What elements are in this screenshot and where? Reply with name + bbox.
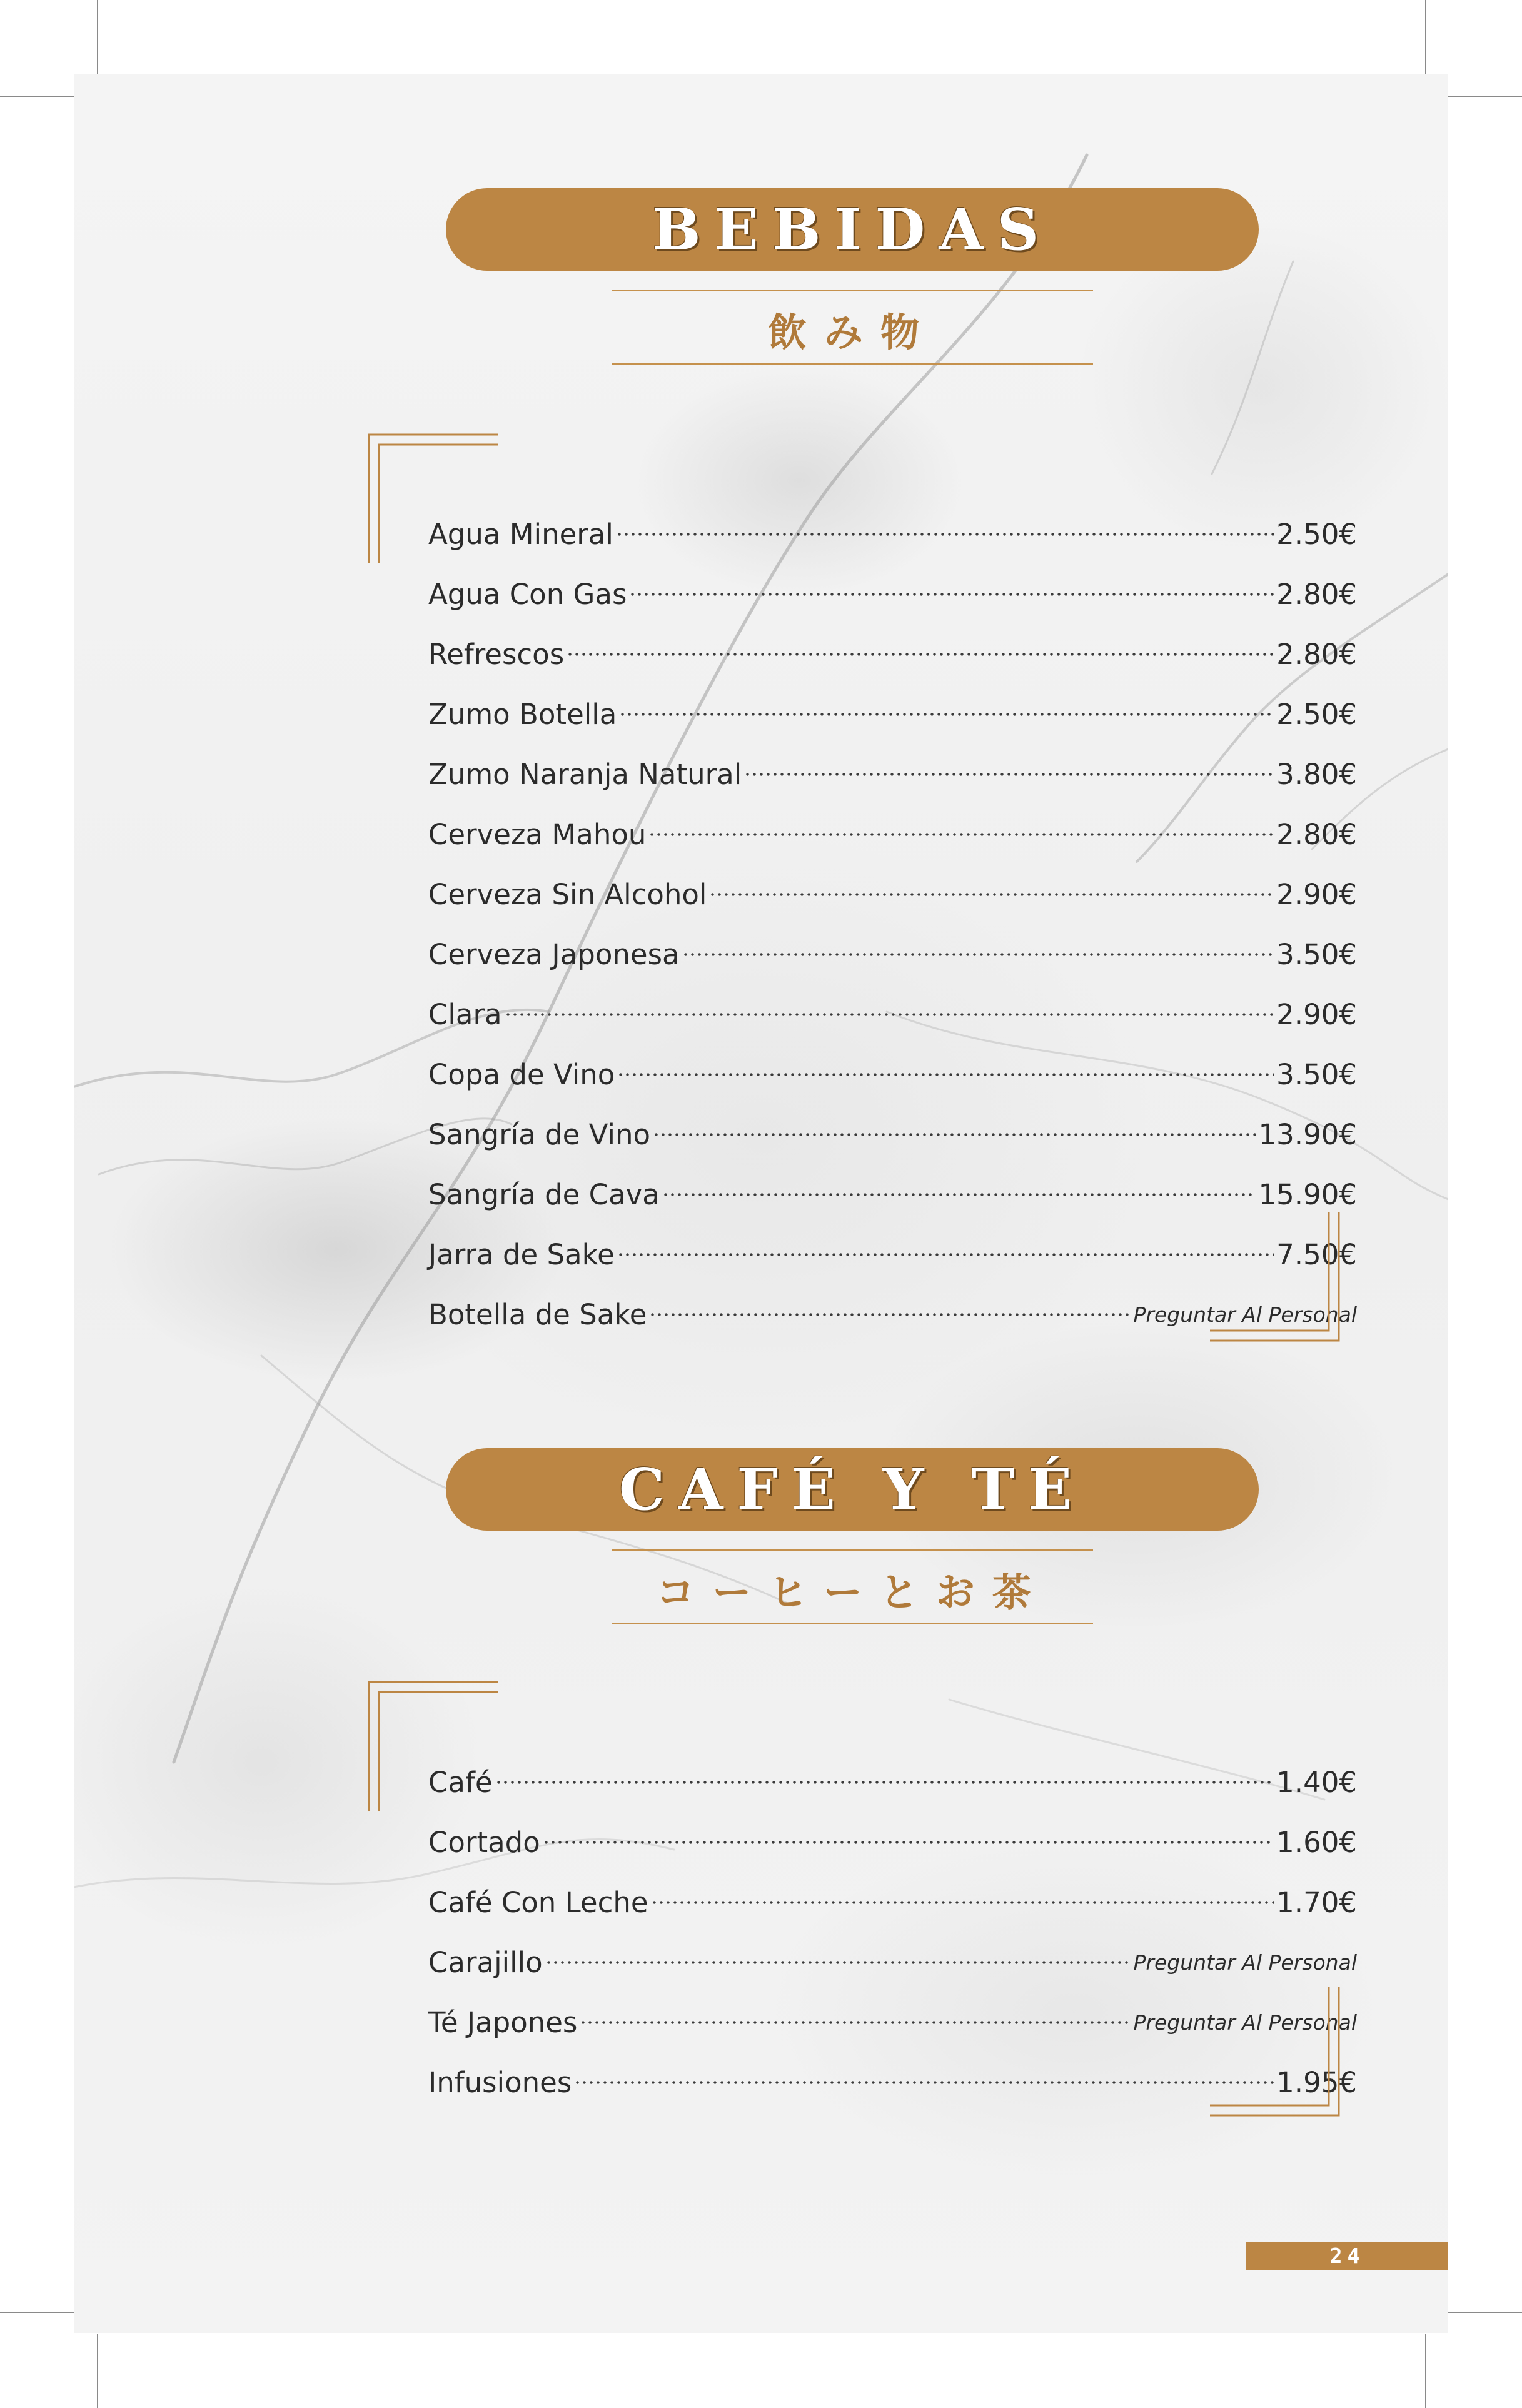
item-name: Botella de Sake (428, 1297, 647, 1331)
menu-item (428, 1044, 1357, 1104)
item-name: Agua Con Gas (428, 577, 627, 611)
dot-leader (617, 1247, 1274, 1261)
menu-item (428, 1104, 1357, 1164)
dot-leader (649, 1307, 1131, 1321)
item-price: 2.80€ (1276, 637, 1357, 671)
dot-leader (651, 1895, 1274, 1909)
item-name: Café Con Leche (428, 1885, 648, 1919)
menu-item (428, 924, 1357, 984)
dot-leader (709, 887, 1274, 901)
item-name: Refrescos (428, 637, 565, 671)
item-name: Agua Mineral (428, 517, 613, 551)
item-price: 2.50€ (1276, 697, 1357, 731)
cafe-subtitle-jp: コーヒーとお茶 (656, 1569, 1049, 1615)
dot-leader (616, 527, 1274, 541)
crop-mark (1448, 96, 1522, 97)
dot-leader (629, 587, 1274, 601)
dot-leader (648, 827, 1274, 841)
item-price: 2.90€ (1276, 877, 1357, 911)
item-name: Copa de Vino (428, 1057, 615, 1091)
dot-leader (543, 1835, 1274, 1849)
item-price: 2.90€ (1276, 997, 1357, 1031)
item-price: 2.80€ (1276, 817, 1357, 851)
bebidas-title: BEBIDAS (652, 196, 1053, 263)
bebidas-subtitle-jp: 飲み物 (767, 310, 937, 355)
crop-mark (0, 2312, 74, 2313)
divider (612, 363, 1093, 365)
menu-item (428, 1872, 1357, 1932)
menu-item (428, 864, 1357, 924)
item-price: Preguntar Al Personal (1133, 2010, 1357, 2035)
menu-page (74, 74, 1448, 2333)
dot-leader (580, 2015, 1131, 2029)
item-price: 7.50€ (1276, 1237, 1357, 1271)
item-name: Sangría de Cava (428, 1177, 660, 1211)
item-name: Carajillo (428, 1945, 543, 1979)
menu-item (428, 744, 1357, 804)
item-name: Jarra de Sake (428, 1237, 615, 1271)
crop-mark (1425, 0, 1426, 74)
crop-mark (0, 96, 74, 97)
dot-leader (619, 707, 1274, 721)
menu-item (428, 804, 1357, 864)
crop-mark (1448, 2312, 1522, 2313)
item-name: Té Japones (428, 2005, 578, 2039)
item-price: 1.60€ (1276, 1825, 1357, 1859)
menu-item (428, 1932, 1357, 1992)
item-name: Zumo Botella (428, 697, 617, 731)
dot-leader (744, 767, 1274, 781)
crop-mark (97, 0, 98, 74)
page-number: 24 (1246, 2242, 1448, 2270)
item-name: Clara (428, 997, 502, 1031)
dot-leader (574, 2075, 1274, 2089)
item-price: 1.70€ (1276, 1885, 1357, 1919)
item-price: 1.40€ (1276, 1765, 1357, 1799)
item-name: Cortado (428, 1825, 540, 1859)
item-price: Preguntar Al Personal (1133, 1302, 1357, 1327)
item-name: Cerveza Mahou (428, 817, 647, 851)
item-name: Sangría de Vino (428, 1117, 651, 1151)
item-name: Café (428, 1765, 493, 1799)
corner-bracket-bottom-right (1209, 1985, 1340, 2117)
bebidas-banner (446, 188, 1259, 271)
menu-item (428, 564, 1357, 624)
dot-leader (505, 1007, 1274, 1021)
dot-leader (567, 647, 1274, 661)
item-price: 15.90€ (1258, 1177, 1357, 1211)
item-price: Preguntar Al Personal (1133, 1950, 1357, 1975)
menu-item (428, 984, 1357, 1044)
item-price: 3.50€ (1276, 1057, 1357, 1091)
item-name: Cerveza Sin Alcohol (428, 877, 707, 911)
menu-item (428, 1812, 1357, 1872)
dot-leader (682, 947, 1274, 961)
cafe-title: CAFÉ Y TÉ (618, 1456, 1086, 1523)
item-price: 13.90€ (1258, 1117, 1357, 1151)
dot-leader (495, 1775, 1274, 1789)
menu-item (428, 1752, 1357, 1812)
divider (612, 1623, 1093, 1624)
menu-item (428, 504, 1357, 564)
dot-leader (617, 1067, 1274, 1081)
item-name: Zumo Naranja Natural (428, 757, 742, 791)
dot-leader (653, 1127, 1256, 1141)
item-price: 2.80€ (1276, 577, 1357, 611)
item-name: Cerveza Japonesa (428, 937, 680, 971)
dot-leader (662, 1187, 1256, 1201)
cafe-banner (446, 1448, 1259, 1531)
item-price: 2.50€ (1276, 517, 1357, 551)
divider (612, 1549, 1093, 1551)
crop-mark (1425, 2334, 1426, 2408)
menu-item (428, 684, 1357, 744)
menu-item (428, 624, 1357, 684)
corner-bracket-bottom-right (1209, 1211, 1340, 1342)
divider (612, 290, 1093, 291)
item-price: 3.80€ (1276, 757, 1357, 791)
item-name: Infusiones (428, 2065, 572, 2099)
dot-leader (545, 1955, 1131, 1969)
crop-mark (97, 2334, 98, 2408)
item-price: 3.50€ (1276, 937, 1357, 971)
item-price: 1.95€ (1276, 2065, 1357, 2099)
